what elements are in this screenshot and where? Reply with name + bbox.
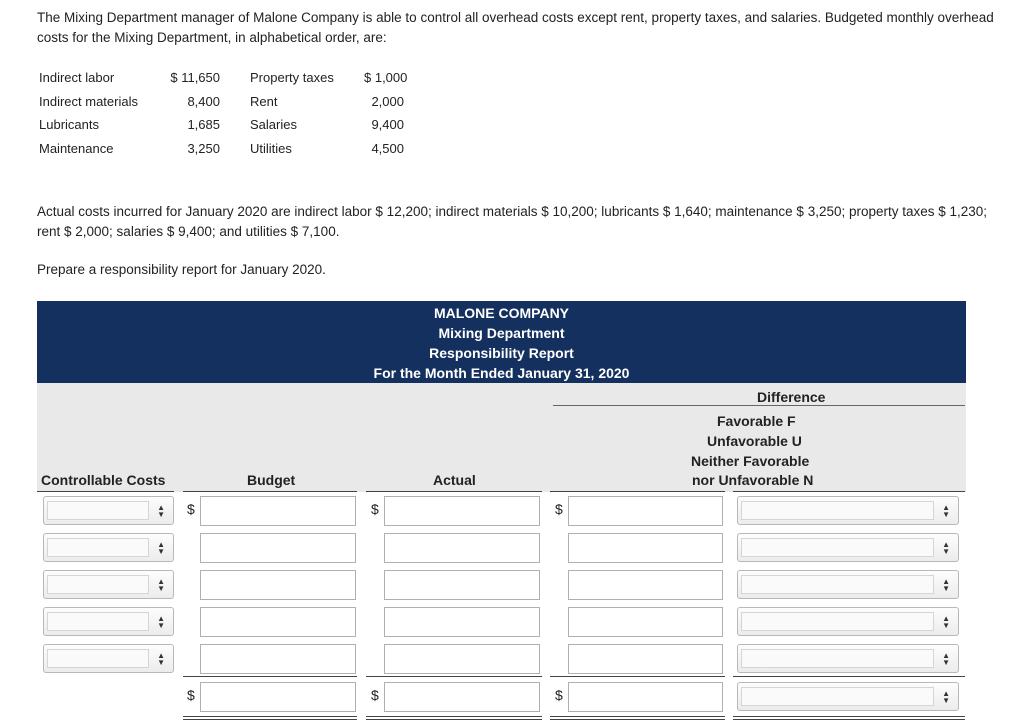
budget-amount: 9,400 <box>371 117 404 132</box>
select-value-box <box>741 649 934 668</box>
difference-input[interactable] <box>568 607 723 637</box>
cost-item-select[interactable] <box>43 607 174 636</box>
select-arrows-icon: ▲ ▼ <box>942 577 950 593</box>
company-name: MALONE COMPANY <box>433 305 570 321</box>
budget-amount: 1,685 <box>187 117 220 132</box>
budget-amount: $ 1,000 <box>364 70 408 85</box>
cost-item-select[interactable] <box>43 644 174 673</box>
select-arrows-icon: ▲ ▼ <box>942 689 950 705</box>
double-underline <box>733 716 965 717</box>
budget-item: Indirect labor <box>39 70 115 85</box>
double-underline <box>183 719 357 720</box>
actual-input[interactable] <box>384 607 540 637</box>
report-period: For the Month Ended January 31, 2020 <box>373 365 630 381</box>
total-rule <box>183 676 357 677</box>
header-underline <box>550 491 725 492</box>
select-arrows-icon: ▲ ▼ <box>157 540 165 556</box>
difference-underline <box>553 405 965 406</box>
budget-item: Property taxes <box>250 70 334 85</box>
fun-select[interactable] <box>737 570 959 599</box>
department-name: Mixing Department <box>438 325 565 341</box>
difference-input[interactable] <box>568 570 723 600</box>
budget-item: Maintenance <box>39 140 114 156</box>
select-value-box <box>741 538 934 557</box>
budget-total-input[interactable] <box>200 682 356 712</box>
budget-input[interactable] <box>200 644 356 674</box>
actual-input[interactable] <box>384 496 540 526</box>
difference-total-input[interactable] <box>568 682 723 712</box>
header-underline <box>366 491 542 492</box>
report-title: Responsibility Report <box>429 345 574 361</box>
col-controllable-costs: Controllable Costs <box>41 472 166 488</box>
budget-input[interactable] <box>200 496 356 526</box>
double-underline <box>366 716 542 717</box>
difference-neither-2: nor Unfavorable N <box>692 472 814 488</box>
budget-item: Salaries <box>250 117 297 132</box>
dollar-sign: $ <box>371 687 379 703</box>
actual-costs-paragraph: Actual costs incurred for January 2020 are indirect labor $ 12,200; indirect materials $ 10,200; lubricants $ 1,640; maintenance $ 3,250; property taxes $ 1,230; rent $ 2,000; salaries $ 9,400; and utilities $ 7,100. <box>37 204 988 239</box>
select-arrows-icon: ▲ ▼ <box>157 577 165 593</box>
header-underline <box>183 491 357 492</box>
column-header-band <box>37 383 966 492</box>
select-arrows-icon: ▲ ▼ <box>942 540 950 556</box>
select-arrows-icon: ▲ ▼ <box>157 614 165 630</box>
actual-input[interactable] <box>384 533 540 563</box>
double-underline <box>550 716 725 717</box>
select-arrows-icon: ▲ ▼ <box>157 503 165 519</box>
double-underline <box>733 719 965 720</box>
select-value-box <box>741 687 934 706</box>
select-value-box <box>741 501 934 520</box>
select-value-box <box>47 501 149 520</box>
difference-input[interactable] <box>568 533 723 563</box>
select-arrows-icon: ▲ ▼ <box>942 503 950 519</box>
budget-input[interactable] <box>200 533 356 563</box>
select-value-box <box>741 612 934 631</box>
select-value-box <box>47 538 149 557</box>
dollar-sign: $ <box>555 687 563 703</box>
actual-total-input[interactable] <box>384 682 540 712</box>
budget-item: Indirect materials <box>39 93 138 109</box>
budget-input[interactable] <box>200 570 356 600</box>
select-value-box <box>741 575 934 594</box>
budget-amount: 8,400 <box>187 93 220 109</box>
dollar-sign: $ <box>187 687 195 703</box>
cost-item-select[interactable] <box>43 496 174 525</box>
header-underline <box>37 491 174 492</box>
double-underline <box>183 716 357 717</box>
total-rule <box>733 676 965 677</box>
difference-title: Difference <box>757 389 826 405</box>
cost-item-select[interactable] <box>43 570 174 599</box>
fun-select[interactable] <box>737 607 959 636</box>
budget-amount: 3,250 <box>187 140 220 156</box>
budget-amount: 4,500 <box>371 140 404 156</box>
col-actual: Actual <box>433 472 476 488</box>
select-arrows-icon: ▲ ▼ <box>942 651 950 667</box>
budget-amount: 2,000 <box>371 93 404 109</box>
select-arrows-icon: ▲ ▼ <box>157 651 165 667</box>
col-budget: Budget <box>247 472 296 488</box>
budget-input[interactable] <box>200 607 356 637</box>
difference-input[interactable] <box>568 496 723 526</box>
budget-item: Utilities <box>250 140 292 156</box>
select-arrows-icon: ▲ ▼ <box>942 614 950 630</box>
actual-input[interactable] <box>384 644 540 674</box>
select-value-box <box>47 612 149 631</box>
select-value-box <box>47 649 149 668</box>
difference-neither-1: Neither Favorable <box>691 453 810 469</box>
instruction-text: Prepare a responsibility report for January 2020. <box>37 262 326 277</box>
intro-paragraph: The Mixing Department manager of Malone Company is able to control all overhead costs except rent, property taxes, and salaries. Budgeted monthly overhead costs for the Mixing Department, in alphabetical order, are: <box>37 10 994 45</box>
double-underline <box>366 719 542 720</box>
report-header <box>37 301 966 383</box>
fun-select[interactable] <box>737 644 959 673</box>
actual-input[interactable] <box>384 570 540 600</box>
budget-amount: $ 11,650 <box>170 70 220 85</box>
budget-item: Lubricants <box>39 117 99 132</box>
total-rule <box>550 676 725 677</box>
fun-total-select[interactable] <box>737 682 959 711</box>
total-rule <box>366 676 542 677</box>
difference-favorable: Favorable F <box>717 413 796 429</box>
budget-item: Rent <box>250 93 278 109</box>
difference-unfavorable: Unfavorable U <box>707 433 802 449</box>
cost-item-select[interactable] <box>43 533 174 562</box>
dollar-sign: $ <box>555 501 563 517</box>
difference-input[interactable] <box>568 644 723 674</box>
header-underline <box>733 491 965 492</box>
select-value-box <box>47 575 149 594</box>
fun-select[interactable] <box>737 496 959 525</box>
double-underline <box>550 719 725 720</box>
dollar-sign: $ <box>187 501 195 517</box>
fun-select[interactable] <box>737 533 959 562</box>
dollar-sign: $ <box>371 501 379 517</box>
